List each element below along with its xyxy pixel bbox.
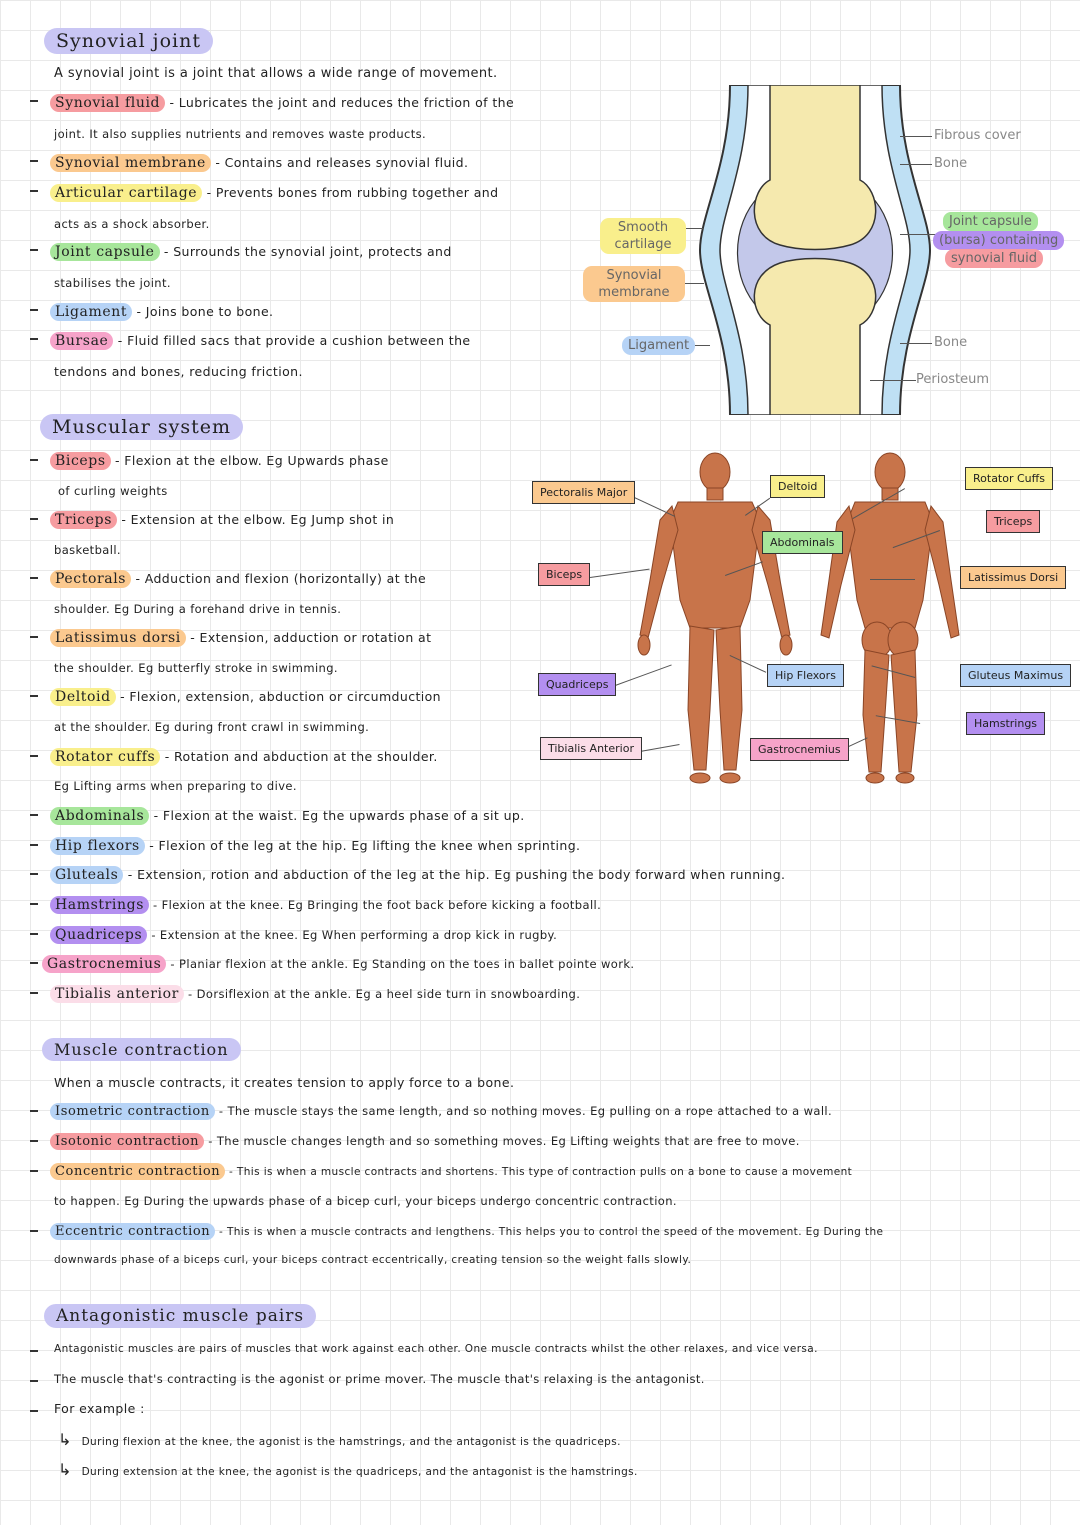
synovial-heading: Synovial joint xyxy=(44,28,213,54)
muscle-item-hamstrings xyxy=(50,896,601,914)
term-gastrocnemius: Gastrocnemius xyxy=(42,955,166,973)
muscle-item-rotator xyxy=(50,748,438,766)
desc-pectorals-cont: shoulder. Eg During a forehand drive in tennis. xyxy=(54,602,342,616)
contraction-item-eccentric xyxy=(50,1223,883,1240)
synovial-item-membrane xyxy=(50,154,468,172)
bullet-dash xyxy=(30,1380,38,1382)
muscle-item-tibialis xyxy=(50,985,580,1003)
bullet-dash xyxy=(30,962,38,964)
muscular-heading: Muscular system xyxy=(40,414,243,440)
label-synovial-fluid: synovial fluid xyxy=(945,249,1043,268)
term-joint-capsule: Joint capsule xyxy=(50,243,160,261)
label-smooth: Smooth xyxy=(617,220,669,235)
desc-synovial-membrane: - Contains and releases synovial fluid. xyxy=(215,155,469,170)
bullet-dash xyxy=(30,1410,38,1412)
muscle-item-lats xyxy=(50,629,431,647)
desc-pectorals: - Adduction and flexion (horizontally) at the xyxy=(135,571,427,586)
term-synovial-fluid: Synovial fluid xyxy=(50,94,165,112)
mlabel-rotator-cuffs: Rotator Cuffs xyxy=(965,467,1053,490)
bullet-dash xyxy=(30,903,38,905)
bullet-dash xyxy=(30,1350,38,1352)
mlabel-tibialis-anterior: Tibialis Anterior xyxy=(540,737,642,760)
term-isometric: Isometric contraction xyxy=(50,1103,215,1120)
bullet-dash xyxy=(30,1230,38,1232)
desc-rotator-cuffs: - Rotation and abduction at the shoulder. xyxy=(164,749,438,764)
leader-line xyxy=(870,380,916,381)
muscle-item-gluteals xyxy=(50,866,785,884)
synovial-item-ligament xyxy=(50,303,273,321)
term-ligament: Ligament xyxy=(50,303,132,321)
arrow-icon: ↳ xyxy=(58,1430,72,1449)
bullet-dash xyxy=(30,933,38,935)
desc-isometric: - The muscle stays the same length, and so nothing moves. Eg pulling on a rope attached to a wall. xyxy=(218,1104,833,1118)
muscle-item-pectorals xyxy=(50,570,426,588)
term-tibialis-anterior: Tibialis anterior xyxy=(50,985,184,1003)
bullet-dash xyxy=(30,1170,38,1172)
label-smooth-cartilage xyxy=(600,218,686,254)
contraction-item-concentric xyxy=(50,1163,852,1180)
term-concentric: Concentric contraction xyxy=(50,1163,225,1180)
bullet-dash xyxy=(30,190,38,192)
bullet-dash xyxy=(30,577,38,579)
term-gluteals: Gluteals xyxy=(50,866,123,884)
bullet-dash xyxy=(30,1110,38,1112)
bullet-dash xyxy=(30,844,38,846)
desc-tibialis-anterior: - Dorsiflexion at the ankle. Eg a heel side turn in snowboarding. xyxy=(188,987,581,1001)
desc-articular-cartilage-cont: acts as a shock absorber. xyxy=(54,217,210,231)
mlabel-gluteus-maximus: Gluteus Maximus xyxy=(960,664,1071,687)
bullet-dash xyxy=(30,992,38,994)
desc-gluteals: - Extension, rotion and abduction of the leg at the hip. Eg pushing the body forward when running. xyxy=(127,867,786,882)
bullet-dash xyxy=(30,338,38,340)
desc-synovial-fluid: - Lubricates the joint and reduces the friction of the xyxy=(169,95,515,110)
muscle-item-triceps xyxy=(50,511,394,529)
mlabel-hamstrings: Hamstrings xyxy=(966,712,1045,735)
desc-eccentric-cont: downwards phase of a biceps curl, your biceps contract eccentrically, creating tension so the weight falls slowly. xyxy=(54,1254,692,1266)
mlabel-gastrocnemius: Gastrocnemius xyxy=(750,738,849,761)
desc-deltoid: - Flexion, extension, abduction or circumduction xyxy=(120,689,442,704)
antagonistic-example-1 xyxy=(58,1430,621,1449)
desc-eccentric: - This is when a muscle contracts and lengthens. This helps you to control the speed of the movement. Eg During the xyxy=(219,1226,884,1238)
desc-rotator-cuffs-cont: Eg Lifting arms when preparing to dive. xyxy=(54,779,297,793)
upper-bone-shape xyxy=(754,85,875,250)
label-bone-bottom: Bone xyxy=(934,335,968,350)
desc-joint-capsule: - Surrounds the synovial joint, protects and xyxy=(163,244,452,259)
term-rotator-cuffs: Rotator cuffs xyxy=(50,748,160,766)
label-synovial-membrane xyxy=(583,266,685,302)
term-eccentric: Eccentric contraction xyxy=(50,1223,215,1240)
muscle-item-biceps xyxy=(50,452,389,470)
desc-triceps-cont: basketball. xyxy=(54,543,121,557)
term-articular-cartilage: Articular cartilage xyxy=(50,184,202,202)
contraction-heading: Muscle contraction xyxy=(42,1038,241,1061)
arrow-icon: ↳ xyxy=(58,1460,72,1479)
desc-synovial-fluid-cont: joint. It also supplies nutrients and removes waste products. xyxy=(54,127,427,141)
term-triceps: Triceps xyxy=(50,511,117,529)
desc-bursae-cont: tendons and bones, reducing friction. xyxy=(54,364,303,379)
term-quadriceps: Quadriceps xyxy=(50,926,147,944)
label-ligament-diagram: Ligament xyxy=(622,336,695,355)
desc-isotonic: - The muscle changes length and so something moves. Eg Lifting weights that are free to move. xyxy=(208,1134,800,1148)
desc-hamstrings: - Flexion at the knee. Eg Bringing the foot back before kicking a football. xyxy=(153,898,602,912)
synovial-item-bursae xyxy=(50,332,471,350)
desc-biceps: - Flexion at the elbow. Eg Upwards phase xyxy=(115,453,389,468)
label-bone-top: Bone xyxy=(934,156,968,171)
term-isotonic: Isotonic contraction xyxy=(50,1133,204,1150)
antagonistic-heading: Antagonistic muscle pairs xyxy=(44,1304,316,1328)
label-fibrous-cover: Fibrous cover xyxy=(934,128,1021,143)
antagonistic-example-2 xyxy=(58,1460,638,1479)
mlabel-triceps: Triceps xyxy=(986,510,1040,533)
label-synovial: Synovial xyxy=(606,268,662,283)
mlabel-abdominals: Abdominals xyxy=(762,531,843,554)
label-cartilage: cartilage xyxy=(614,237,672,252)
bullet-dash xyxy=(30,518,38,520)
mlabel-latissimus-dorsi: Latissimus Dorsi xyxy=(960,566,1066,589)
desc-concentric-cont: to happen. Eg During the upwards phase of a bicep curl, your biceps undergo concentric contraction. xyxy=(54,1194,677,1208)
desc-bursae: - Fluid filled sacs that provide a cushion between the xyxy=(117,333,471,348)
contraction-item-isometric xyxy=(50,1103,832,1120)
mlabel-pectoralis-major: Pectoralis Major xyxy=(532,481,635,504)
mlabel-quadriceps: Quadriceps xyxy=(538,673,616,696)
label-periosteum: Periosteum xyxy=(916,372,990,387)
desc-biceps-cont: of curling weights xyxy=(58,484,168,498)
leader-line xyxy=(900,136,932,137)
desc-joint-capsule-cont: stabilises the joint. xyxy=(54,276,171,290)
example-2-text: During extension at the knee, the agonist is the quadriceps, and the antagonist is the hamstrings. xyxy=(81,1466,638,1478)
bullet-dash xyxy=(30,100,38,102)
contraction-intro: When a muscle contracts, it creates tension to apply force to a bone. xyxy=(54,1075,515,1090)
antagonistic-line2: The muscle that's contracting is the agonist or prime mover. The muscle that's relaxing is the antagonist. xyxy=(54,1372,705,1386)
leader-line xyxy=(870,579,915,580)
term-bursae: Bursae xyxy=(50,332,113,350)
desc-ligament: - Joins bone to bone. xyxy=(136,304,274,319)
desc-deltoid-cont: at the shoulder. Eg during front crawl in swimming. xyxy=(54,720,370,734)
term-pectorals: Pectorals xyxy=(50,570,131,588)
bullet-dash xyxy=(30,755,38,757)
antagonistic-line3: For example : xyxy=(54,1401,145,1416)
bullet-dash xyxy=(30,695,38,697)
desc-triceps: - Extension at the elbow. Eg Jump shot in xyxy=(121,512,395,527)
desc-hip-flexors: - Flexion of the leg at the hip. Eg lifting the knee when sprinting. xyxy=(149,838,581,853)
leader-line xyxy=(900,343,932,344)
muscle-item-abdominals xyxy=(50,807,525,825)
bullet-dash xyxy=(30,160,38,162)
muscle-item-gastrocnemius xyxy=(42,955,634,973)
desc-latissimus-dorsi-cont: the shoulder. Eg butterfly stroke in swimming. xyxy=(54,661,338,675)
label-bursa: (bursa) containing xyxy=(933,231,1064,250)
synovial-intro: A synovial joint is a joint that allows a wide range of movement. xyxy=(54,66,498,81)
bullet-dash xyxy=(30,309,38,311)
term-biceps: Biceps xyxy=(50,452,111,470)
bullet-dash xyxy=(30,636,38,638)
example-1-text: During flexion at the knee, the agonist is the hamstrings, and the antagonist is the quadriceps. xyxy=(81,1436,621,1448)
antagonistic-line1: Antagonistic muscles are pairs of muscles that work against each other. One muscle contracts whilst the other relaxes, and vice versa. xyxy=(54,1343,818,1355)
desc-concentric: - This is when a muscle contracts and shortens. This type of contraction pulls on a bone to cause a movement xyxy=(228,1166,853,1178)
desc-gastrocnemius: - Planiar flexion at the ankle. Eg Standing on the toes in ballet pointe work. xyxy=(170,957,635,971)
term-abdominals: Abdominals xyxy=(50,807,149,825)
synovial-item-cartilage xyxy=(50,184,498,202)
label-joint-capsule: Joint capsule xyxy=(943,212,1038,231)
bullet-dash xyxy=(30,1140,38,1142)
desc-latissimus-dorsi: - Extension, adduction or rotation at xyxy=(190,630,432,645)
muscle-item-deltoid xyxy=(50,688,441,706)
synovial-item-capsule xyxy=(50,243,452,261)
synovial-item-fluid xyxy=(50,94,514,112)
lower-bone-shape xyxy=(754,259,875,416)
desc-quadriceps: - Extension at the knee. Eg When performing a drop kick in rugby. xyxy=(151,928,558,942)
bullet-dash xyxy=(30,249,38,251)
term-hamstrings: Hamstrings xyxy=(50,896,149,914)
term-latissimus-dorsi: Latissimus dorsi xyxy=(50,629,186,647)
term-synovial-membrane: Synovial membrane xyxy=(50,154,211,172)
muscle-item-hip-flexors xyxy=(50,837,580,855)
desc-articular-cartilage: - Prevents bones from rubbing together and xyxy=(206,185,499,200)
label-membrane: membrane xyxy=(598,285,670,300)
bullet-dash xyxy=(30,459,38,461)
bullet-dash xyxy=(30,814,38,816)
desc-abdominals: - Flexion at the waist. Eg the upwards phase of a sit up. xyxy=(153,808,525,823)
term-deltoid: Deltoid xyxy=(50,688,116,706)
muscle-item-quadriceps xyxy=(50,926,557,944)
bullet-dash xyxy=(30,873,38,875)
mlabel-deltoid: Deltoid xyxy=(770,475,825,498)
term-hip-flexors: Hip flexors xyxy=(50,837,145,855)
leader-line xyxy=(900,164,932,165)
mlabel-biceps: Biceps xyxy=(538,563,590,586)
contraction-item-isotonic xyxy=(50,1133,800,1150)
synovial-joint-diagram xyxy=(690,85,940,415)
mlabel-hip-flexors: Hip Flexors xyxy=(767,664,844,687)
